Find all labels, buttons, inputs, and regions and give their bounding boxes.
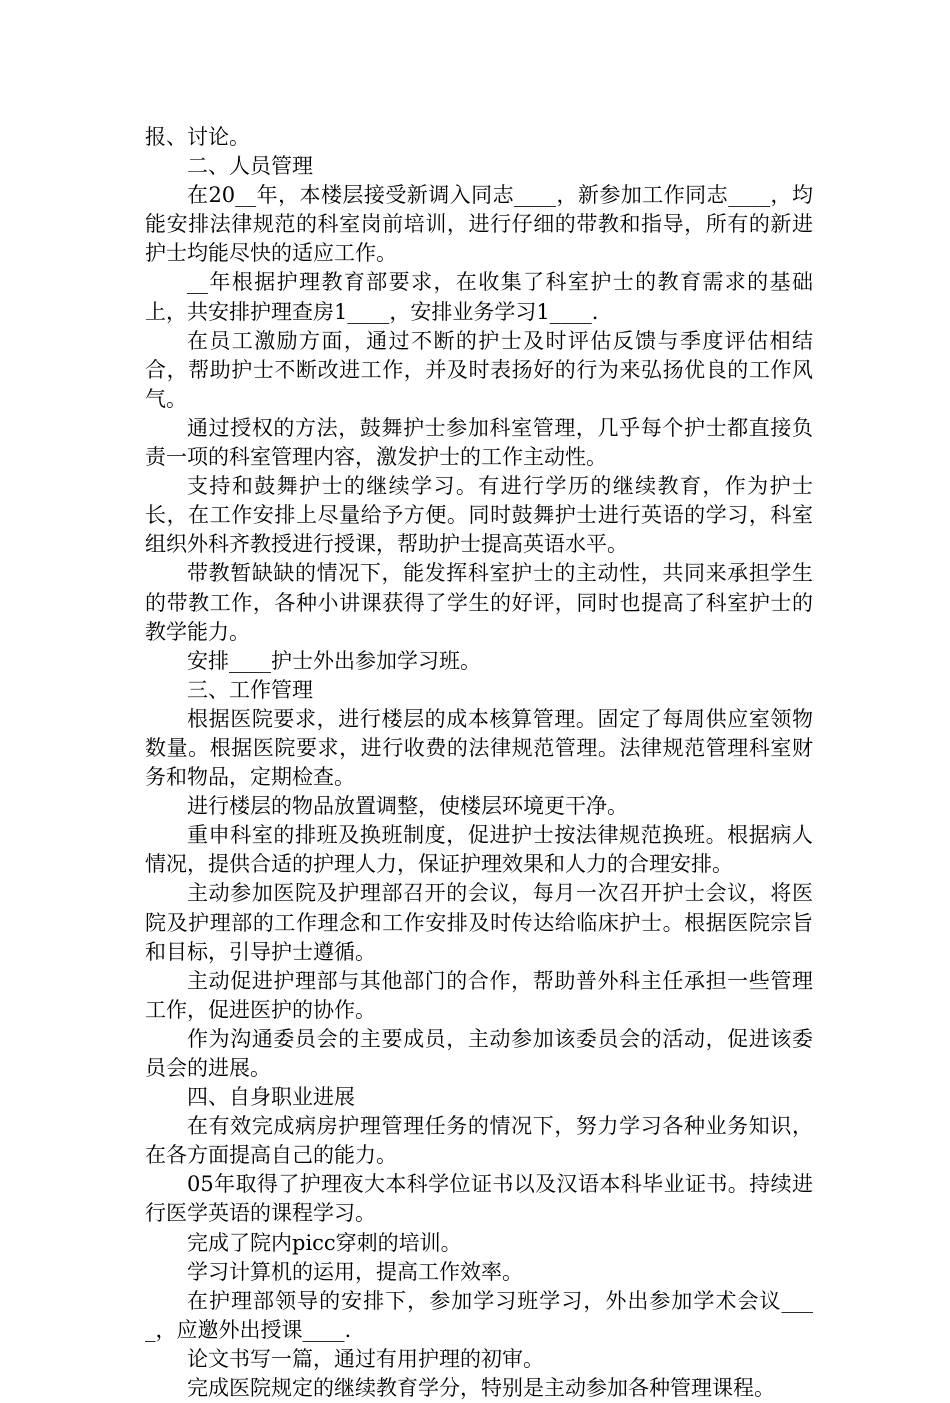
paragraph: __年根据护理教育部要求，在收集了科室护士的教育需求的基础上，共安排护理查房1____，安排业务学习1____. [145,270,813,324]
document-body [145,123,813,1403]
paragraph: 支持和鼓舞护士的继续学习。有进行学历的继续教育，作为护士长，在工作安排上尽量给予方便。同时鼓舞护士进行英语的学习，科室组织外科齐教授进行授课，帮助护士提高英语水平。 [145,474,813,557]
paragraph: 在护理部领导的安排下，参加学习班学习，外出参加学术会议____，应邀外出授课____. [145,1288,813,1342]
paragraph: 作为沟通委员会的主要成员，主动参加该委员会的活动，促进该委员会的进展。 [145,1026,813,1080]
section-heading-personnel: 二、人员管理 [187,154,313,179]
paragraph: 带教暂缺缺的情况下，能发挥科室护士的主动性，共同来承担学生的带教工作，各种小讲课获得了学生的好评，同时也提高了科室护士的教学能力。 [145,561,813,644]
section-heading-work: 三、工作管理 [187,677,313,702]
paragraph: 学习计算机的运用，提高工作效率。 [187,1259,523,1284]
paragraph: 在20__年，本楼层接受新调入同志____，新参加工作同志____，均能安排法律规范的科室岗前培训，进行仔细的带教和指导，所有的新进护士均能尽快的适应工作。 [145,183,813,266]
paragraph: 重申科室的排班及换班制度，促进护士按法律规范换班。根据病人情况，提供合适的护理人力，保证护理效果和人力的合理安排。 [145,823,813,877]
paragraph: 安排____护士外出参加学习班。 [187,648,481,673]
paragraph: 完成了院内picc穿刺的培训。 [187,1230,462,1255]
paragraph: 在员工激励方面，通过不断的护士及时评估反馈与季度评估相结合，帮助护士不断改进工作，并及时表扬好的行为来弘扬优良的工作风气。 [145,328,813,411]
section-heading-career: 四、自身职业进展 [187,1085,355,1110]
paragraph: 进行楼层的物品放置调整，使楼层环境更干净。 [187,794,628,819]
paragraph: 完成医院规定的继续教育学分，特别是主动参加各种管理课程。 [187,1376,775,1401]
paragraph: 论文书写一篇，通过有用护理的初审。 [187,1346,544,1371]
paragraph: 主动参加医院及护理部召开的会议，每月一次召开护士会议，将医院及护理部的工作理念和工作安排及时传达给临床护士。根据医院宗旨和目标，引导护士遵循。 [145,881,813,964]
paragraph: 05年取得了护理夜大本科学位证书以及汉语本科毕业证书。持续进行医学英语的课程学习。 [145,1172,813,1226]
paragraph: 在有效完成病房护理管理任务的情况下，努力学习各种业务知识，在各方面提高自己的能力。 [145,1114,813,1168]
paragraph: 通过授权的方法，鼓舞护士参加科室管理，几乎每个护士都直接负责一项的科室管理内容，激发护士的工作主动性。 [145,415,813,470]
paragraph: 根据医院要求，进行楼层的成本核算管理。固定了每周供应室领物数量。根据医院要求，进行收费的法律规范管理。法律规范管理科室财务和物品，定期检查。 [145,706,813,790]
paragraph: 主动促进护理部与其他部门的合作，帮助普外科主任承担一些管理工作，促进医护的协作。 [145,968,813,1022]
paragraph-continuation: 报、讨论。 [145,125,250,149]
